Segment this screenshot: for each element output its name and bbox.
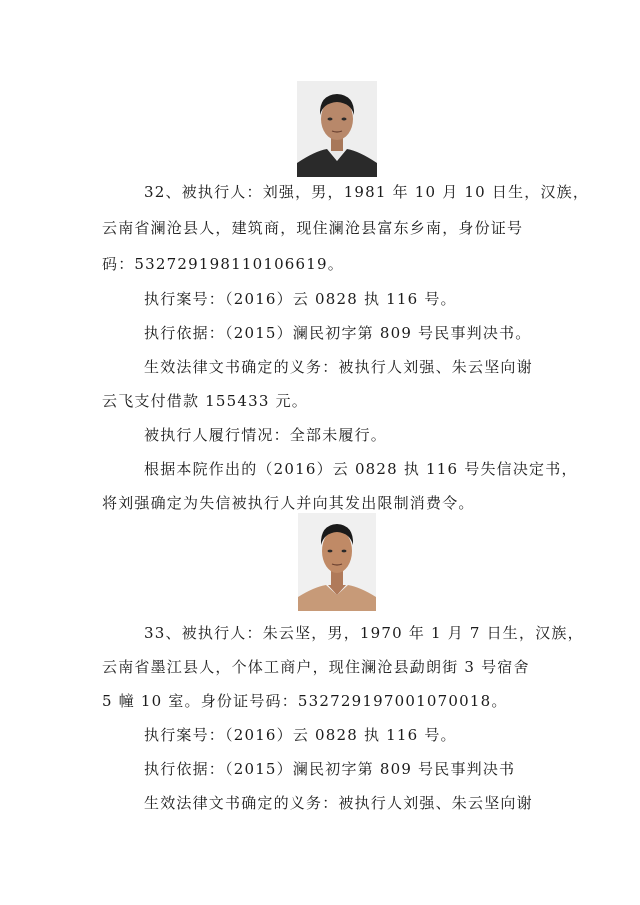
record2-execution-basis: 执行依据：（2015）澜民初字第 809 号民事判决书 bbox=[144, 760, 516, 778]
record1-decision-line2: 将刘强确定为失信被执行人并向其发出限制消费令。 bbox=[102, 494, 475, 512]
record2-line3: 5 幢 10 室。身份证号码：532729197001070018。 bbox=[102, 692, 508, 710]
record1-performance-status: 被执行人履行情况：全部未履行。 bbox=[144, 426, 388, 444]
record2-line1: 33、被执行人：朱云坚，男，1970 年 1 月 7 日生，汉族， bbox=[144, 624, 584, 642]
record1-decision-line1: 根据本院作出的（2016）云 0828 执 116 号失信决定书， bbox=[144, 460, 578, 478]
record1-case-number: 执行案号：（2016）云 0828 执 116 号。 bbox=[144, 290, 457, 308]
portrait-1-image bbox=[297, 81, 377, 177]
portrait-2-image bbox=[298, 513, 376, 611]
portrait-photo-2 bbox=[298, 513, 376, 611]
record2-case-number: 执行案号：（2016）云 0828 执 116 号。 bbox=[144, 726, 457, 744]
record1-line2: 云南省澜沧县人，建筑商，现住澜沧县富东乡南，身份证号 bbox=[102, 219, 524, 237]
record1-execution-basis: 执行依据：（2015）澜民初字第 809 号民事判决书。 bbox=[144, 324, 532, 342]
record1-line1: 32、被执行人：刘强，男，1981 年 10 月 10 日生，汉族， bbox=[144, 183, 590, 201]
portrait-photo-1 bbox=[297, 81, 377, 177]
record1-line3: 码：532729198110106619。 bbox=[102, 255, 344, 273]
record1-obligation-line1: 生效法律文书确定的义务：被执行人刘强、朱云坚向谢 bbox=[144, 358, 533, 376]
record2-line2: 云南省墨江县人，个体工商户，现住澜沧县勐朗街 3 号宿舍 bbox=[102, 658, 530, 676]
record2-obligation-line1: 生效法律文书确定的义务：被执行人刘强、朱云坚向谢 bbox=[144, 794, 533, 812]
record1-obligation-line2: 云飞支付借款 155433 元。 bbox=[102, 392, 308, 410]
